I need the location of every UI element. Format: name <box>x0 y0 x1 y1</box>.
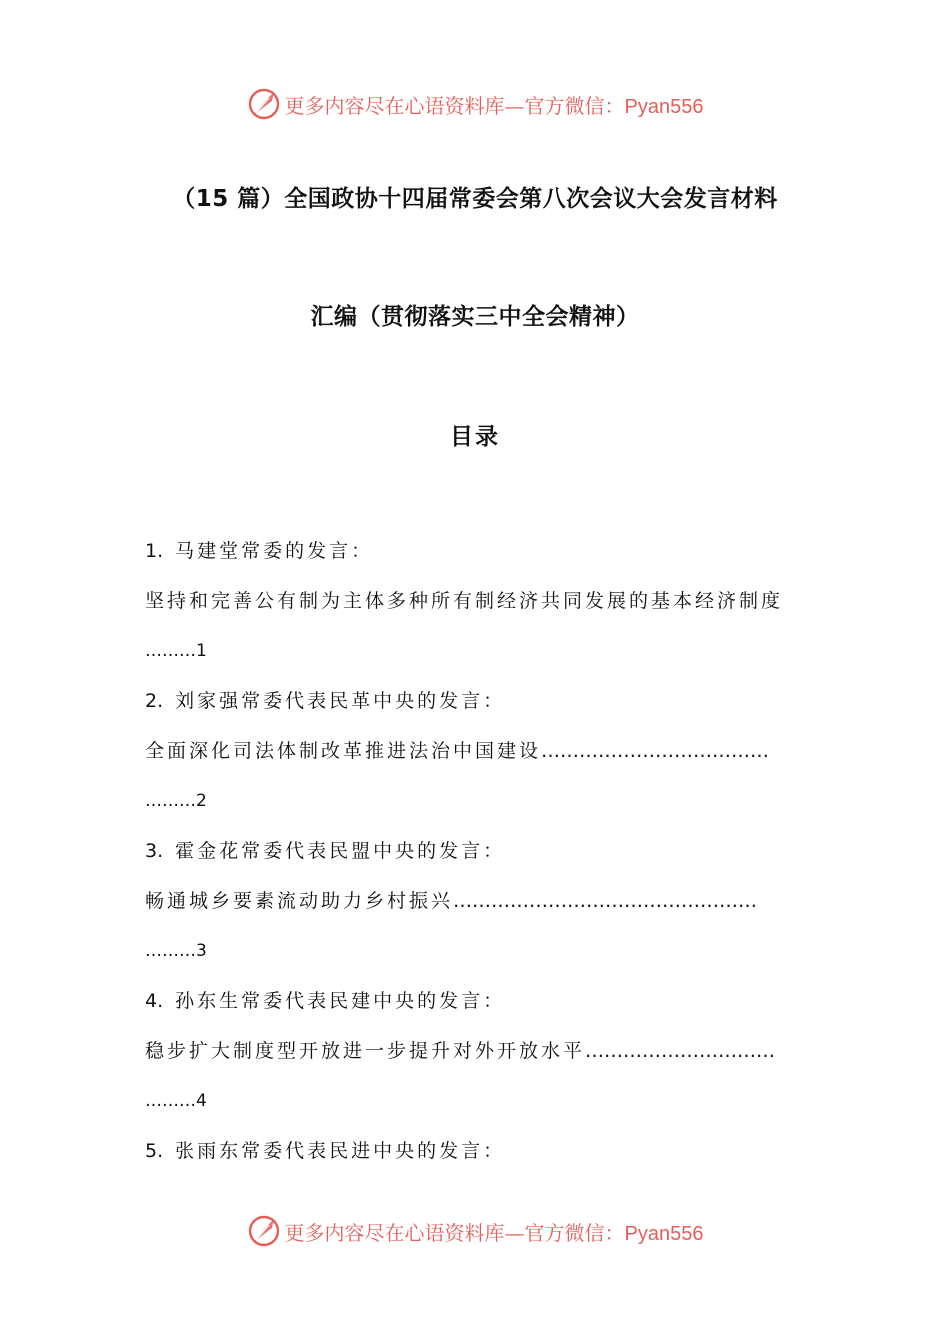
document-title-line-2: 汇编（贯彻落实三中全会精神） <box>310 304 640 330</box>
toc-heading: 目录 <box>450 424 500 450</box>
toc-item-leader: ……………………………… <box>541 740 770 762</box>
toc-item-speaker: 刘家强常委代表民革中央的发言： <box>175 690 506 712</box>
watermark-text: 更多内容尽在心语资料库—官方微信：Pyan556 <box>284 93 704 118</box>
watermark-bottom <box>0 1211 950 1251</box>
toc-item-speaker: 张雨东常委代表民进中央的发言： <box>175 1140 506 1162</box>
toc-item-3-page: ………3 <box>145 941 207 961</box>
toc-item-4-speaker <box>145 986 810 1036</box>
toc-item-2-page: ………2 <box>145 791 207 811</box>
toc-item-2-topic[interactable] <box>145 736 810 786</box>
watermark-text: 更多内容尽在心语资料库—官方微信：Pyan556 <box>284 1220 704 1245</box>
toc-item-speaker: 马建堂常委的发言： <box>175 540 374 562</box>
toc-item-5-speaker <box>145 1136 810 1186</box>
toc-item-number: 3. <box>145 840 164 862</box>
toc-item-leader: ………………………………………… <box>453 890 758 912</box>
toc-item-number: 2. <box>145 690 164 712</box>
quill-pen-logo-icon <box>247 1214 281 1248</box>
quill-pen-logo-icon <box>247 87 281 121</box>
table-of-contents <box>145 536 810 1186</box>
toc-item-1-topic[interactable] <box>145 586 810 636</box>
toc-item-topic: 全面深化司法体制改革推进法治中国建设 <box>145 740 542 762</box>
toc-item-3-topic[interactable] <box>145 886 810 936</box>
toc-item-number: 4. <box>145 990 164 1012</box>
toc-item-speaker: 孙东生常委代表民建中央的发言： <box>175 990 506 1012</box>
toc-item-leader: ………………………… <box>585 1040 776 1062</box>
toc-item-1-page: ………1 <box>145 641 207 661</box>
document-title-line-1: （15 篇）全国政协十四届常委会第八次会议大会发言材料 <box>172 186 778 212</box>
toc-item-4-page: ………4 <box>145 1091 207 1111</box>
toc-item-speaker: 霍金花常委代表民盟中央的发言： <box>175 840 506 862</box>
toc-item-4-topic[interactable] <box>145 1036 810 1086</box>
toc-item-topic: 稳步扩大制度型开放进一步提升对外开放水平 <box>145 1040 586 1062</box>
toc-item-topic: 坚持和完善公有制为主体多种所有制经济共同发展的基本经济制度 <box>145 590 784 612</box>
watermark-wechat-id: Pyan556 <box>624 95 704 118</box>
toc-item-2-speaker <box>145 686 810 736</box>
toc-item-number: 1. <box>145 540 164 562</box>
toc-item-3-speaker <box>145 836 810 886</box>
toc-item-1-speaker <box>145 536 810 586</box>
toc-item-number: 5. <box>145 1140 164 1162</box>
watermark-wechat-id: Pyan556 <box>624 1222 704 1245</box>
toc-item-topic: 畅通城乡要素流动助力乡村振兴 <box>145 890 454 912</box>
watermark-top <box>0 84 950 124</box>
